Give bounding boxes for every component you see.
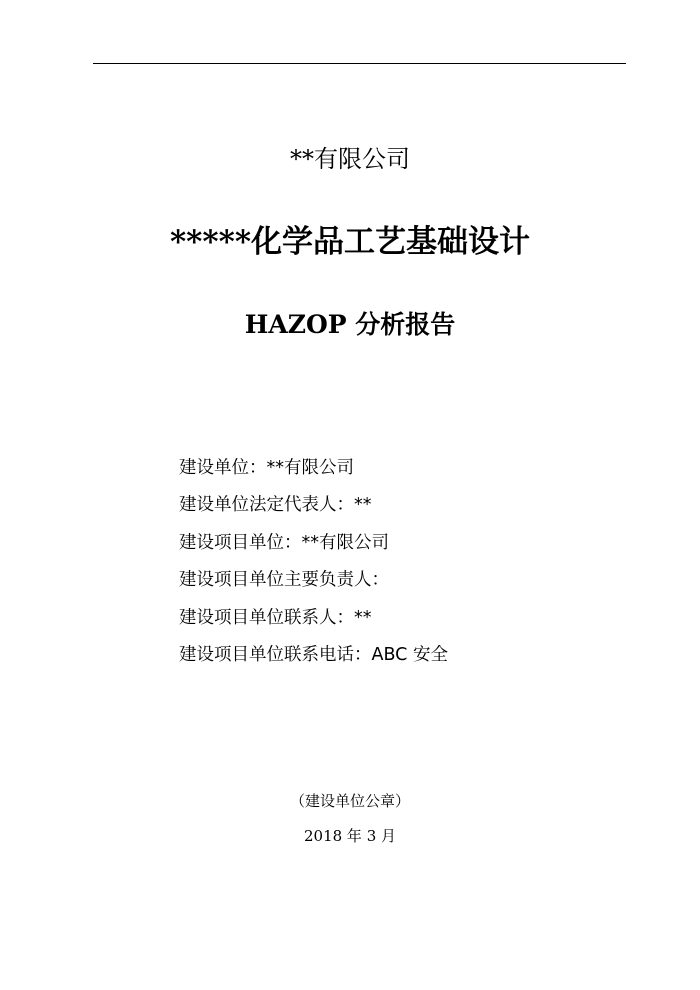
seal-note: （建设单位公章） [289, 792, 410, 810]
info-item-project-unit: 建设项目单位：**有限公司 [179, 532, 389, 553]
info-item-principal: 建设项目单位主要负责人： [179, 570, 389, 591]
company-name: **有限公司 [290, 145, 410, 173]
info-item-legal-representative: 建设单位法定代表人：** [179, 495, 372, 516]
header-rule [93, 63, 626, 64]
report-date: 2018 年 3 月 [303, 827, 397, 845]
info-item-contact-phone: 建设项目单位联系电话：ABC 安全 [179, 644, 448, 665]
info-item-contact-person: 建设项目单位联系人：** [179, 607, 372, 628]
project-info-list [179, 456, 448, 680]
report-title: *****化学品工艺基础设计 [169, 224, 531, 260]
info-item-construction-unit: 建设单位：**有限公司 [179, 458, 354, 478]
report-subtitle: HAZOP 分析报告 [244, 310, 456, 339]
